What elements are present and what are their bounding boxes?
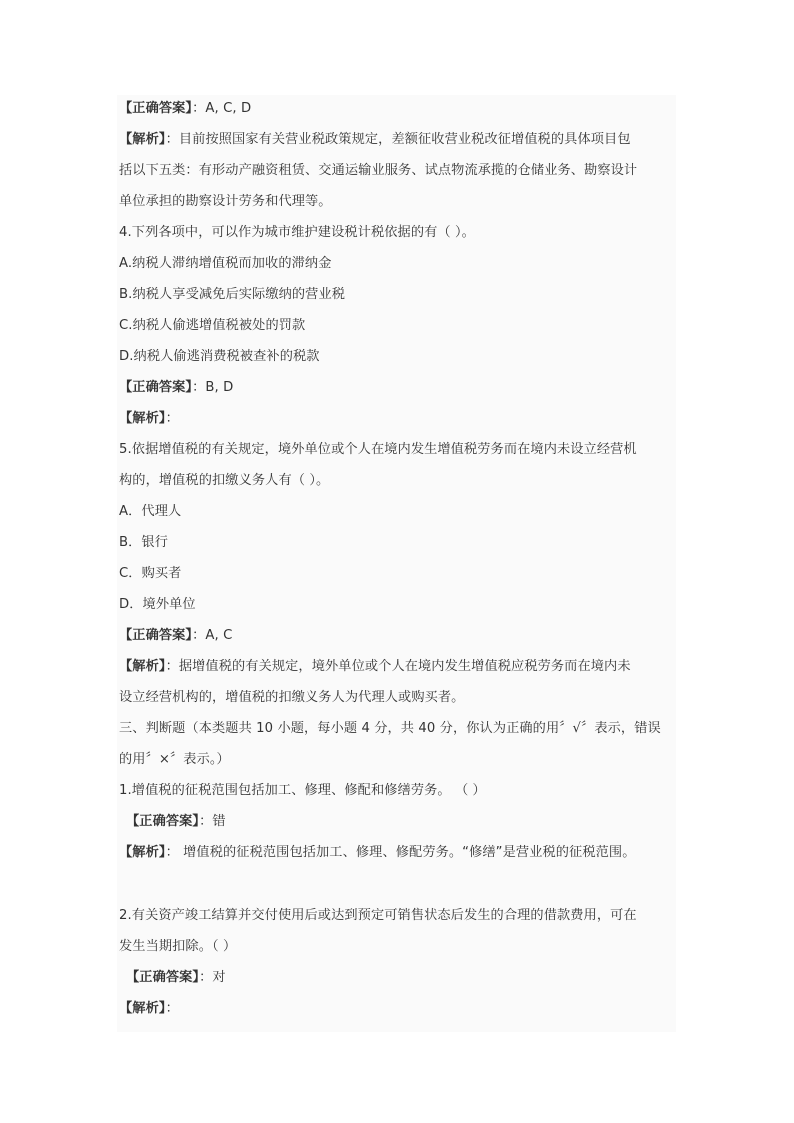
text-line bbox=[119, 503, 181, 521]
text-segment: C.纳税人偷逃增值税被处的罚款 bbox=[119, 318, 306, 333]
text-line bbox=[119, 193, 332, 211]
text-line bbox=[126, 813, 226, 831]
text-line bbox=[119, 751, 230, 769]
text-line bbox=[119, 348, 320, 366]
text-segment: A．代理人 bbox=[119, 504, 182, 519]
text-segment: 4.下列各项中，可以作为城市维护建设税计税依据的有（ ）。 bbox=[119, 225, 475, 240]
text-segment: 括以下五类：有形动产融资租赁、交通运输业服务、试点物流承揽的仓储业务、勘察设计 bbox=[119, 163, 638, 178]
text-line bbox=[119, 720, 661, 738]
text-line bbox=[119, 317, 305, 335]
label-bold: 【正确答案】 bbox=[119, 380, 193, 395]
text-line bbox=[119, 224, 475, 242]
label-bold: 【解析】 bbox=[119, 659, 166, 674]
text-segment: 单位承担的勘察设计劳务和代理等。 bbox=[119, 194, 332, 209]
text-line bbox=[119, 410, 179, 428]
text-segment: 三、判断题（本类题共 10 小题，每小题 4 分，共 40 分，你认为正确的用〞√〞表示，错误 bbox=[119, 721, 661, 736]
label-bold: 【解析】 bbox=[119, 411, 166, 426]
text-line bbox=[119, 100, 251, 118]
text-line bbox=[119, 565, 181, 583]
text-line bbox=[119, 472, 329, 490]
label-bold: 【正确答案】 bbox=[119, 628, 193, 643]
text-line bbox=[119, 286, 345, 304]
text-segment: ：A, C bbox=[192, 628, 233, 643]
text-segment: ：错 bbox=[199, 814, 226, 829]
label-bold: 【正确答案】 bbox=[126, 970, 200, 985]
text-line bbox=[119, 689, 464, 707]
text-segment: 构的，增值税的扣缴义务人有（ ）。 bbox=[119, 473, 330, 488]
text-segment: ： 增值税的征税范围包括加工、修理、修配劳务。“修缮”是营业税的征税范围。 bbox=[165, 845, 636, 860]
text-segment: B．银行 bbox=[119, 535, 169, 550]
document-body bbox=[117, 95, 676, 1032]
text-segment: D．境外单位 bbox=[119, 597, 196, 612]
text-segment: C．购买者 bbox=[119, 566, 182, 581]
text-line bbox=[119, 131, 631, 149]
text-line bbox=[119, 441, 637, 459]
text-line bbox=[119, 596, 196, 614]
text-line bbox=[119, 379, 233, 397]
text-segment: ：对 bbox=[199, 970, 226, 985]
text-segment: ：B, D bbox=[192, 380, 234, 395]
text-segment: D.纳税人偷逃消费税被查补的税款 bbox=[119, 349, 320, 364]
text-line bbox=[119, 255, 332, 273]
label-bold: 【解析】 bbox=[119, 132, 166, 147]
text-segment: ： bbox=[165, 1001, 179, 1016]
text-line bbox=[119, 907, 637, 925]
text-segment: 1.增值税的征税范围包括加工、修理、修配和修缮劳务。 （ ） bbox=[119, 783, 486, 798]
label-bold: 【解析】 bbox=[119, 1001, 166, 1016]
text-segment: A.纳税人滞纳增值税而加收的滞纳金 bbox=[119, 256, 332, 271]
label-bold: 【正确答案】 bbox=[126, 814, 200, 829]
text-segment: B.纳税人享受减免后实际缴纳的营业税 bbox=[119, 287, 346, 302]
text-segment: ：目前按照国家有关营业税政策规定，差额征收营业税改征增值税的具体项目包 bbox=[165, 132, 631, 147]
text-line bbox=[119, 782, 486, 800]
text-segment: 发生当期扣除。（ ） bbox=[119, 939, 237, 954]
text-line bbox=[119, 938, 236, 956]
text-segment: 的用〞×〞表示。） bbox=[119, 752, 230, 767]
text-segment: 2.有关资产竣工结算并交付使用后或达到预定可销售状态后发生的合理的借款费用，可在 bbox=[119, 908, 637, 923]
text-line bbox=[119, 658, 631, 676]
text-segment: ： bbox=[165, 411, 179, 426]
text-segment: 设立经营机构的，增值税的扣缴义务人为代理人或购买者。 bbox=[119, 690, 465, 705]
text-segment: ：A, C, D bbox=[192, 101, 252, 116]
text-segment: ：据增值税的有关规定，境外单位或个人在境内发生增值税应税劳务而在境内未 bbox=[165, 659, 631, 674]
text-line bbox=[119, 1000, 179, 1018]
text-line bbox=[119, 844, 636, 862]
label-bold: 【正确答案】 bbox=[119, 101, 193, 116]
text-line bbox=[126, 969, 226, 987]
label-bold: 【解析】 bbox=[119, 845, 166, 860]
text-line bbox=[119, 627, 232, 645]
text-line bbox=[119, 534, 168, 552]
text-segment: 5.依据增值税的有关规定，境外单位或个人在境内发生增值税劳务而在境内未设立经营机 bbox=[119, 442, 637, 457]
text-line bbox=[119, 162, 637, 180]
